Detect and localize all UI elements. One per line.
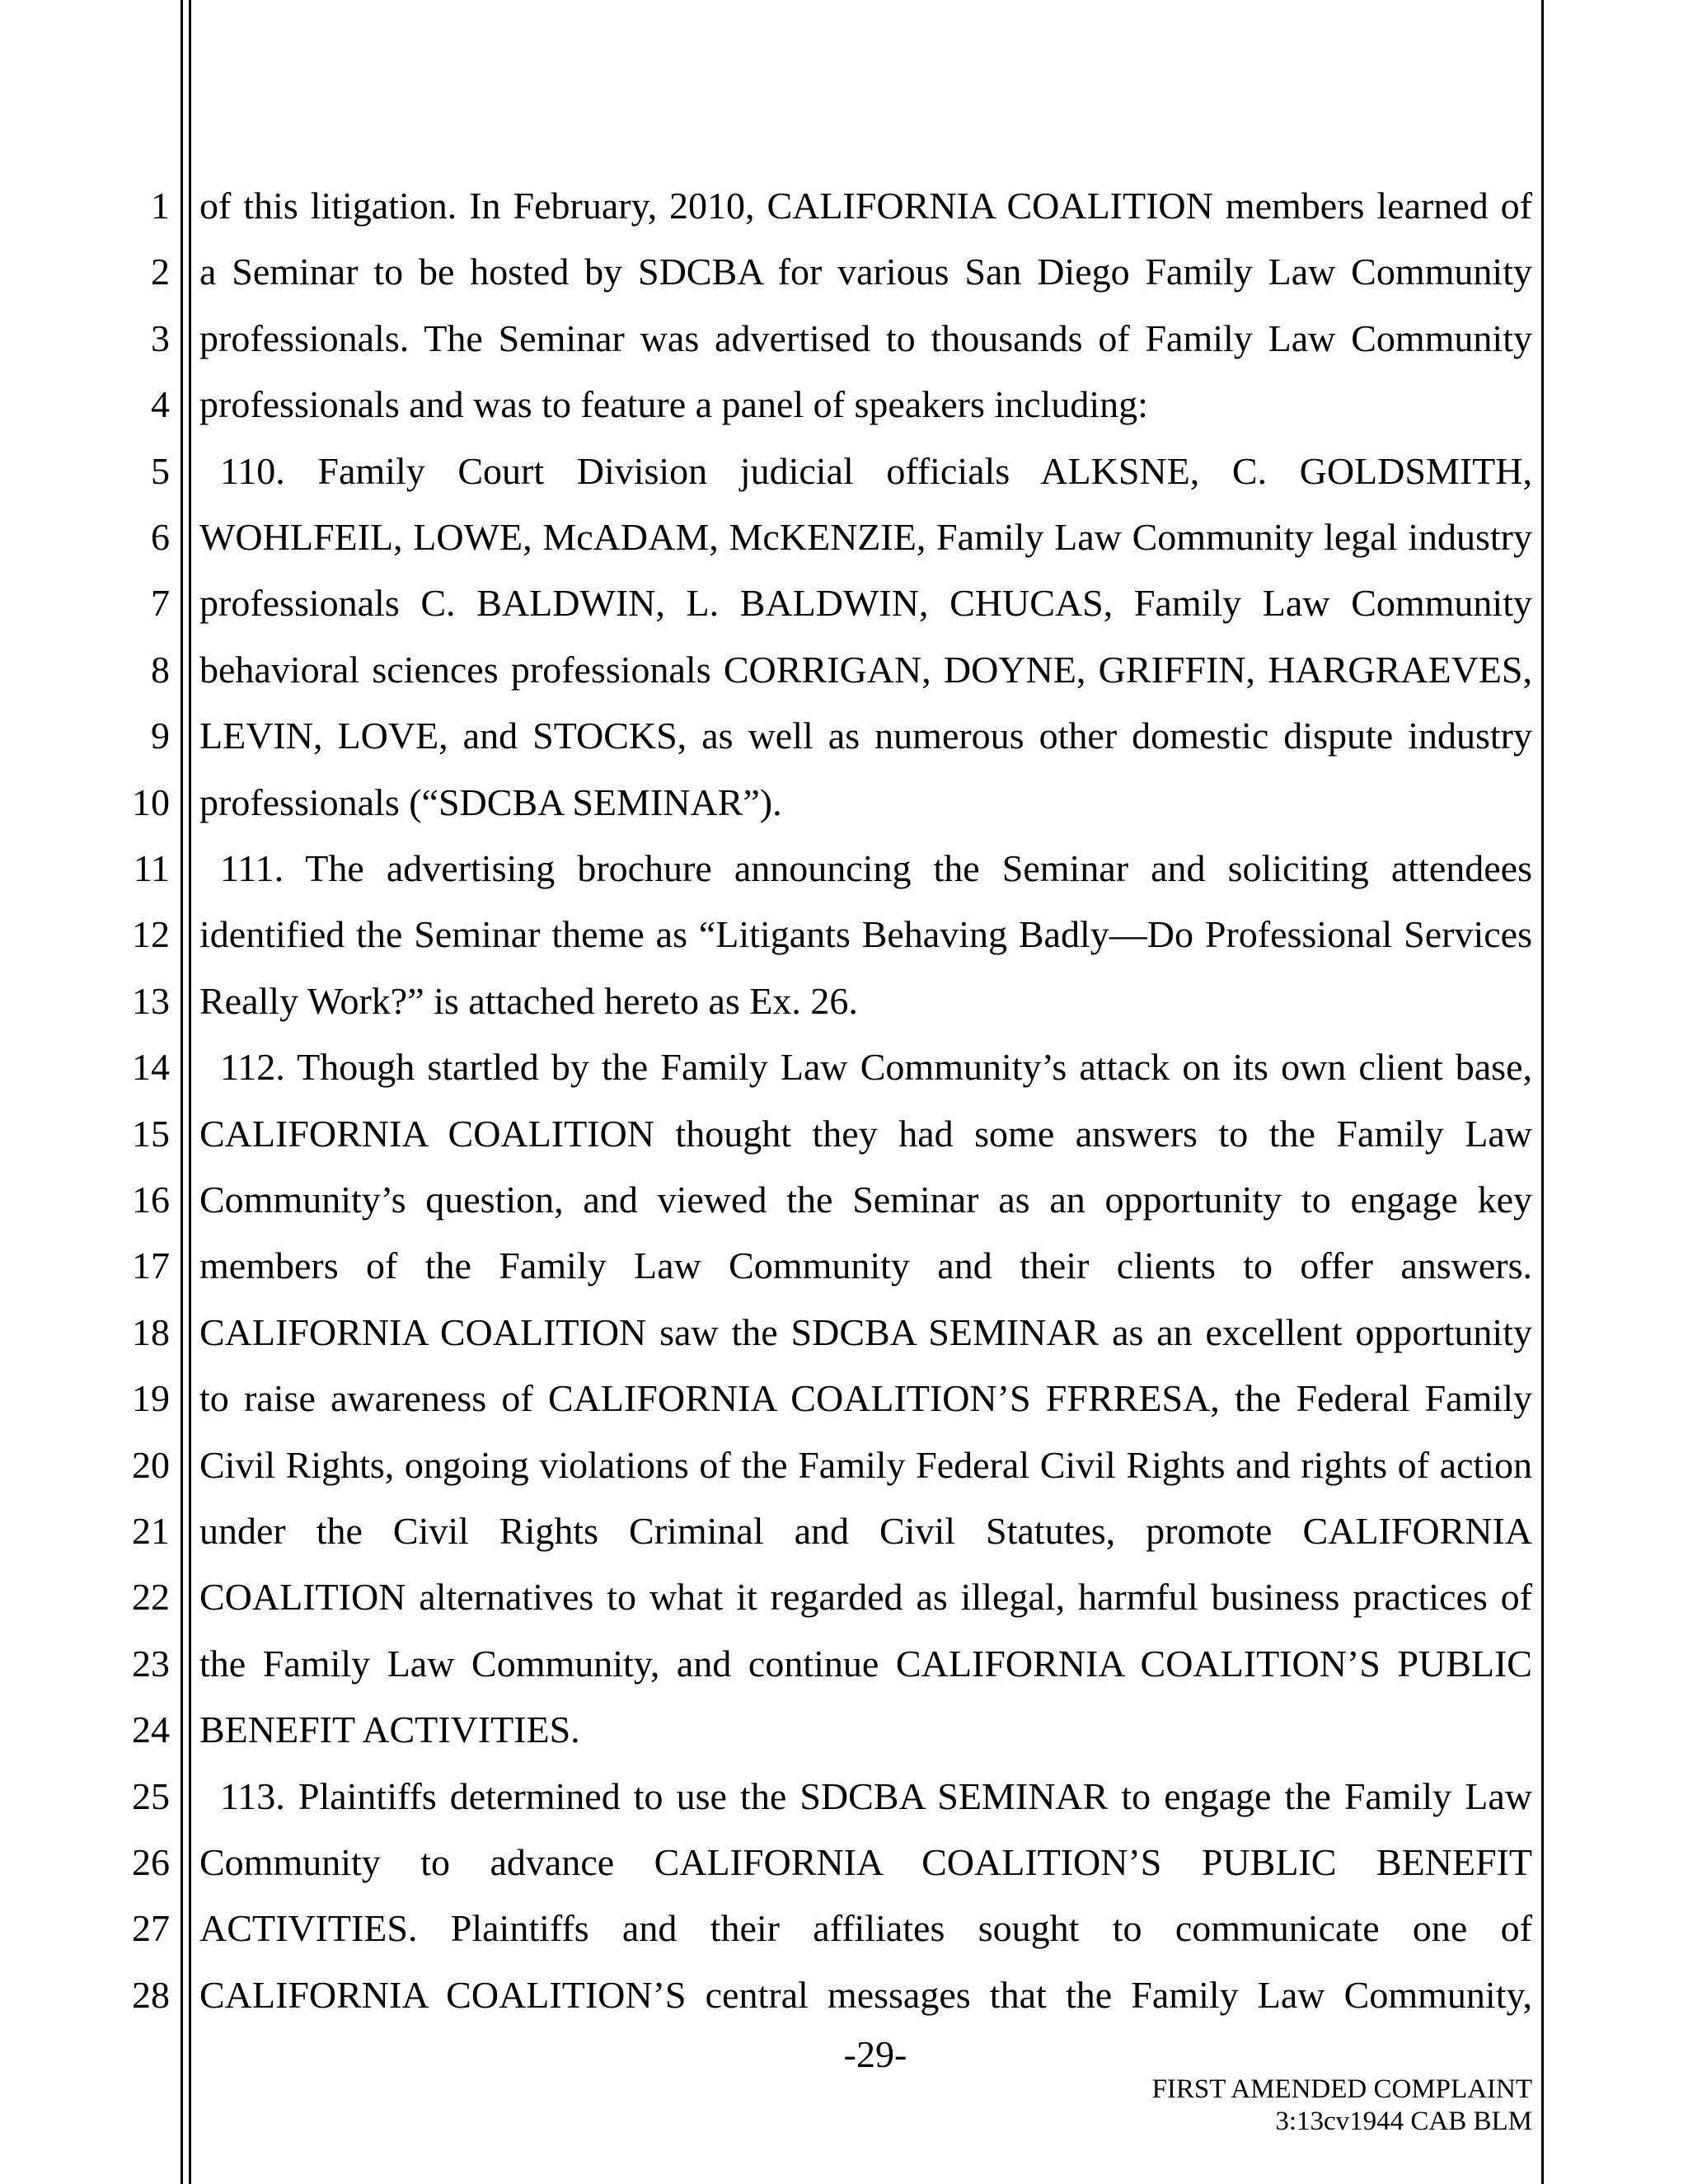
text-line: professionals C. BALDWIN, L. BALDWIN, CHUCAS, Family Law Community bbox=[199, 582, 1532, 625]
line-number: 9 bbox=[151, 715, 170, 757]
text-line: professionals. The Seminar was advertised to thousands of Family Law Community bbox=[199, 316, 1532, 359]
text-line: the Family Law Community, and continue CALIFORNIA COALITION’S PUBLIC bbox=[199, 1642, 1532, 1685]
line-number: 7 bbox=[151, 582, 170, 625]
text-line: CALIFORNIA COALITION’S central messages that the Family Law Community, bbox=[199, 1973, 1532, 2016]
footer bbox=[1152, 2074, 1532, 2138]
page-number: -29- bbox=[843, 2033, 907, 2075]
text-line: CALIFORNIA COALITION thought they had some answers to the Family Law bbox=[199, 1112, 1532, 1155]
line-number: 4 bbox=[151, 383, 170, 426]
text-line: professionals (“SDCBA SEMINAR”). bbox=[199, 780, 782, 823]
line-number: 21 bbox=[132, 1510, 170, 1552]
text-line: WOHLFEIL, LOWE, McADAM, McKENZIE, Family Law Community legal industry bbox=[199, 516, 1532, 558]
line-number: 26 bbox=[132, 1841, 170, 1883]
line-number: 28 bbox=[132, 1973, 170, 2016]
line-number: 1 bbox=[151, 185, 170, 227]
right-margin-rule bbox=[1541, 0, 1544, 2184]
left-margin-rule-outer bbox=[181, 0, 183, 2184]
line-number: 18 bbox=[132, 1310, 170, 1353]
text-line: of this litigation. In February, 2010, CALIFORNIA COALITION members learned of bbox=[199, 185, 1532, 227]
line-number: 3 bbox=[151, 316, 170, 359]
line-number: 11 bbox=[133, 847, 170, 889]
text-line: professionals and was to feature a panel of speakers including: bbox=[199, 383, 1148, 426]
text-line: under the Civil Rights Criminal and Civil Statutes, promote CALIFORNIA bbox=[199, 1510, 1532, 1552]
line-number: 22 bbox=[132, 1576, 170, 1619]
line-number: 17 bbox=[132, 1244, 170, 1287]
line-number: 2 bbox=[151, 251, 170, 293]
text-line: Community’s question, and viewed the Seminar as an opportunity to engage key bbox=[199, 1179, 1532, 1221]
text-line: members of the Family Law Community and their clients to offer answers. bbox=[199, 1244, 1532, 1287]
text-line: 113. Plaintiffs determined to use the SDCBA SEMINAR to engage the Family Law bbox=[220, 1774, 1532, 1817]
line-number: 10 bbox=[132, 780, 170, 823]
text-line: BENEFIT ACTIVITIES. bbox=[199, 1708, 580, 1751]
text-line: a Seminar to be hosted by SDCBA for various San Diego Family Law Community bbox=[199, 251, 1532, 293]
line-number: 14 bbox=[132, 1046, 170, 1089]
text-line: Community to advance CALIFORNIA COALITION’S PUBLIC BENEFIT bbox=[199, 1841, 1532, 1883]
line-number: 20 bbox=[132, 1443, 170, 1486]
text-line: LEVIN, LOVE, and STOCKS, as well as numerous other domestic dispute industry bbox=[199, 715, 1532, 757]
line-number: 13 bbox=[132, 979, 170, 1022]
text-line: CALIFORNIA COALITION saw the SDCBA SEMINAR as an excellent opportunity bbox=[199, 1310, 1532, 1353]
text-line: 112. Though startled by the Family Law Community’s attack on its own client base, bbox=[220, 1046, 1532, 1089]
footer-title: FIRST AMENDED COMPLAINT bbox=[1151, 2074, 1532, 2104]
text-line: to raise awareness of CALIFORNIA COALITION’S FFRRESA, the Federal Family bbox=[199, 1377, 1532, 1420]
text-line: 111. The advertising brochure announcing the Seminar and soliciting attendees bbox=[220, 847, 1532, 889]
text-line: behavioral sciences professionals CORRIGAN, DOYNE, GRIFFIN, HARGRAEVES, bbox=[199, 648, 1532, 691]
line-number: 15 bbox=[132, 1112, 170, 1155]
line-number: 16 bbox=[132, 1179, 170, 1221]
text-line: Civil Rights, ongoing violations of the Family Federal Civil Rights and rights of action bbox=[199, 1443, 1532, 1486]
text-line: 110. Family Court Division judicial officials ALKSNE, C. GOLDSMITH, bbox=[220, 449, 1532, 492]
line-number: 12 bbox=[132, 913, 170, 956]
text-line: ACTIVITIES. Plaintiffs and their affiliates sought to communicate one of bbox=[199, 1907, 1532, 1950]
line-number: 8 bbox=[151, 648, 170, 691]
left-margin-rule-inner bbox=[189, 0, 191, 2184]
text-line: COALITION alternatives to what it regarded as illegal, harmful business practices of bbox=[199, 1576, 1532, 1619]
line-number: 23 bbox=[132, 1642, 170, 1685]
text-line: Really Work?” is attached hereto as Ex. 26. bbox=[199, 979, 858, 1022]
line-number: 19 bbox=[132, 1377, 170, 1420]
line-number: 6 bbox=[151, 516, 170, 558]
footer-case-number: 3:13cv1944 CAB BLM bbox=[1275, 2107, 1532, 2136]
line-number: 25 bbox=[132, 1774, 170, 1817]
text-line: identified the Seminar theme as “Litigants Behaving Badly—Do Professional Services bbox=[199, 913, 1532, 956]
line-number: 5 bbox=[151, 449, 170, 492]
line-number: 24 bbox=[132, 1708, 170, 1751]
line-number: 27 bbox=[132, 1907, 170, 1950]
